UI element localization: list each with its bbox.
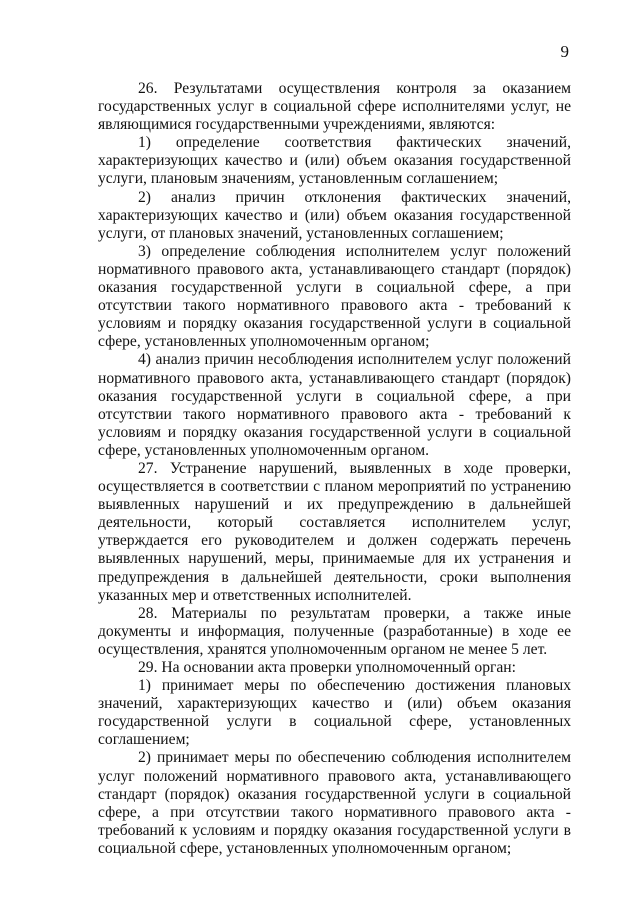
paragraph-26-item-2: 2) анализ причин отклонения фактических значений, характеризующих качество и (или) объем оказания государственной услуги, от плановых значений, установленных соглашением; [98, 188, 571, 242]
document-body [98, 80, 571, 858]
paragraph-29-item-1: 1) принимает меры по обеспечению достижения плановых значений, характеризующих качество и (или) объем оказания государственной услуги в социальной сфере, установленных соглашением; [98, 677, 571, 749]
paragraph-26-item-1: 1) определение соответствия фактических значений, характеризующих качество и (или) объем оказания государственной услуги, плановым значениям, установленным соглашением; [98, 134, 571, 188]
paragraph-26-item-4: 4) анализ причин несоблюдения исполнителем услуг положений нормативного правового акта, устанавливающего стандарт (порядок) оказания государственной услуги в социальной сфере, а при отсутствии такого нормативного правового акта - требований к условиям и порядку оказания государственной услуги в социальной сфере, установленных уполномоченным органом. [98, 351, 571, 459]
paragraph-26: 26. Результатами осуществления контроля за оказанием государственных услуг в социальной сфере исполнителями услуг, не являющимися государственными учреждениями, являются: [98, 80, 571, 134]
paragraph-29-item-2: 2) принимает меры по обеспечению соблюдения исполнителем услуг положений нормативного правового акта, устанавливающего стандарт (порядок) оказания государственной услуги в социальной сфере, а при отсутствии такого нормативного правового акта - требований к условиям и порядку оказания государственной услуги в социальной сфере, установленных уполномоченным органом; [98, 749, 571, 857]
page-number: 9 [560, 42, 569, 61]
paragraph-29: 29. На основании акта проверки уполномоченный орган: [138, 659, 516, 676]
paragraph-28: 28. Материалы по результатам проверки, а также иные документы и информация, полученные (разработанные) в ходе ее осуществления, хранятся уполномоченным органом не менее 5 лет. [98, 604, 571, 658]
paragraph-27: 27. Устранение нарушений, выявленных в ходе проверки, осуществляется в соответствии с планом мероприятий по устранению выявленных нарушений и их предупреждению в дальнейшей деятельности, который составляется исполнителем услуг, утверждается его руководителем и должен содержать перечень выявленных нарушений, меры, принимаемые для их устранения и предупреждения в дальнейшей деятельности, сроки выполнения указанных мер и ответственных исполнителей. [98, 459, 571, 604]
paragraph-26-item-3: 3) определение соблюдения исполнителем услуг положений нормативного правового акта, устанавливающего стандарт (порядок) оказания государственной услуги в социальной сфере, а при отсутствии такого нормативного правового акта - требований к условиям и порядку оказания государственной услуги в социальной сфере, установленных уполномоченным органом; [98, 242, 571, 351]
